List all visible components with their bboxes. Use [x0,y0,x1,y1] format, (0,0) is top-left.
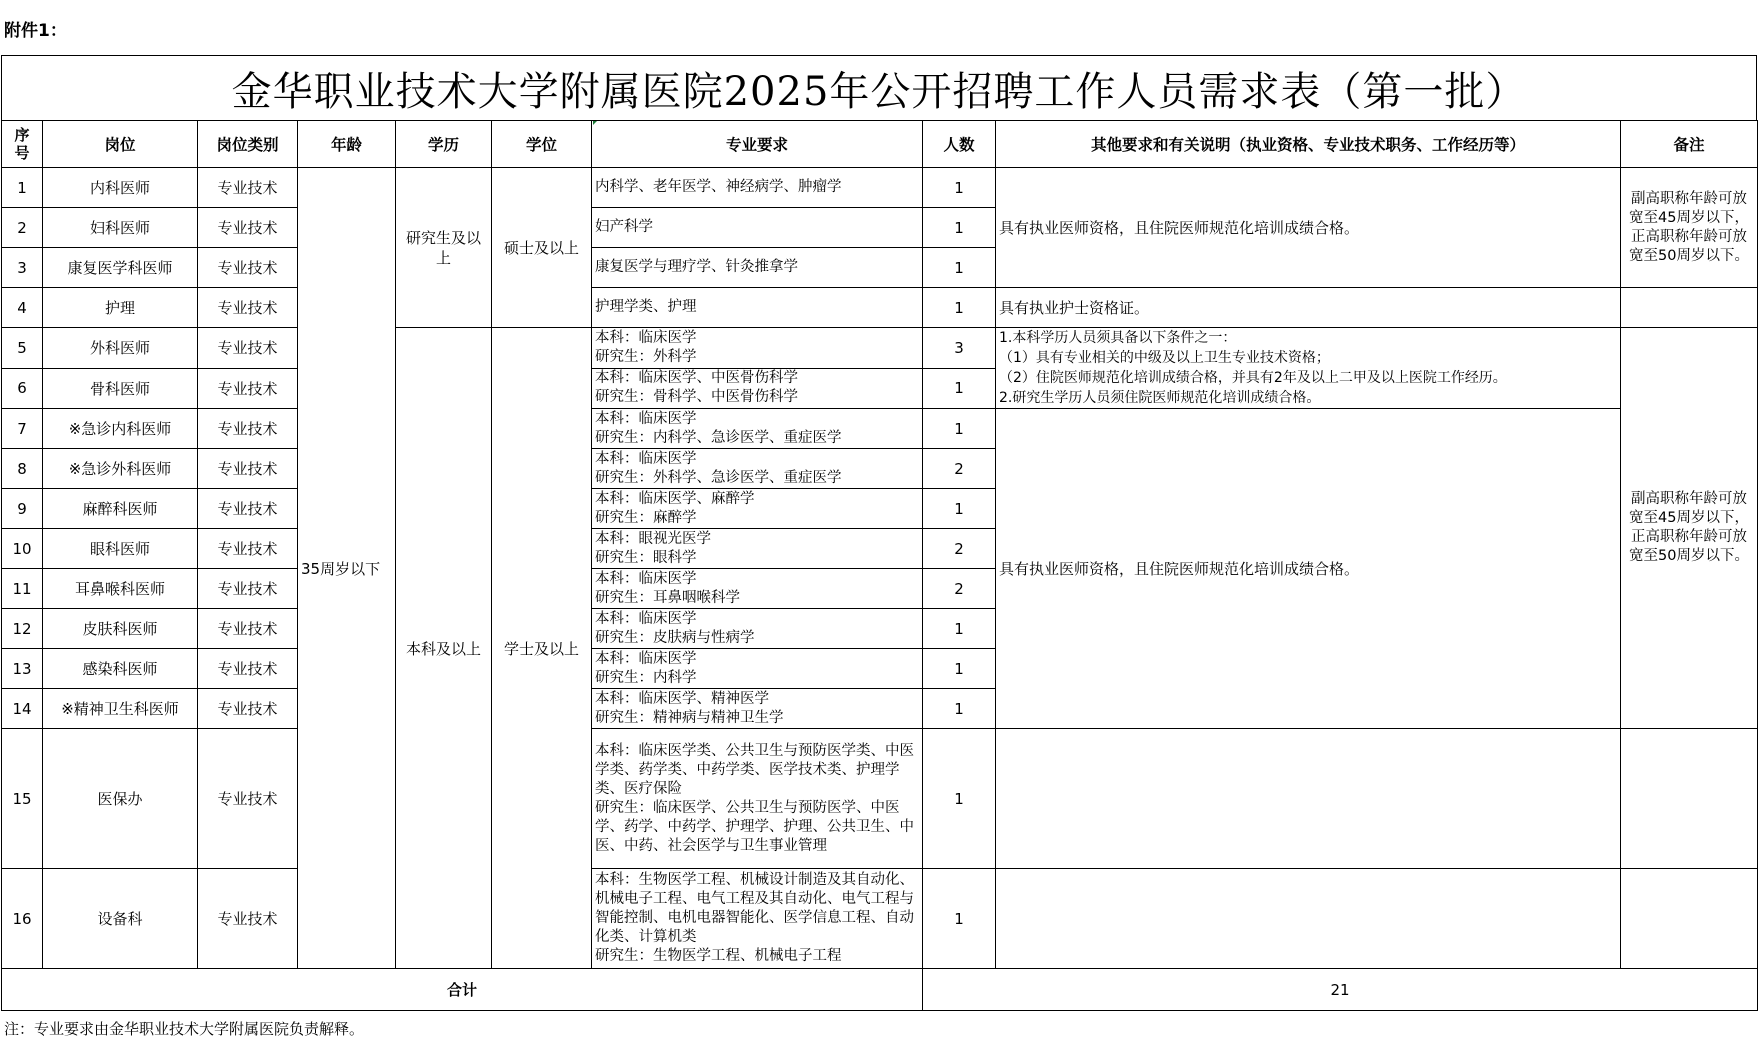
recruitment-table [1,120,1758,1011]
post-category: 专业技术 [198,368,298,409]
row-number: 1 [2,168,43,208]
attachment-label: 附件1： [4,21,67,41]
major-requirement: 本科：临床医学类、公共卫生与预防医学类、中医学类、药学类、中药学类、医学技术类、护理学类、医疗保险 研究生：临床医学、公共卫生与预防医学、中医学、药学、中药学、护理学、护理、公共卫生、中医、中药、社会医学与卫生事业管理 [592,729,923,869]
table-row [2,409,1758,449]
table-row [2,168,1758,208]
row-number: 14 [2,689,43,729]
major-requirement: 本科：眼视光医学 研究生：眼科学 [592,529,923,569]
post-category: 专业技术 [198,869,298,969]
row-number: 5 [2,328,43,369]
degree-master: 硕士及以上 [492,168,592,328]
row-number: 13 [2,649,43,689]
post-name: ※精神卫生科医师 [43,689,198,729]
post-name: 设备科 [43,869,198,969]
row-number: 3 [2,248,43,288]
major-requirement: 本科：临床医学、精神医学 研究生：精神病与精神卫生学 [592,689,923,729]
row-number: 4 [2,288,43,328]
post-category: 专业技术 [198,328,298,369]
education-graduate: 研究生及以上 [396,168,492,328]
head-count: 1 [923,208,996,248]
header-degree: 学位 [492,121,592,168]
total-row [2,969,1758,1011]
head-count: 1 [923,368,996,409]
head-count: 1 [923,609,996,649]
post-name: 护理 [43,288,198,328]
post-name: 皮肤科医师 [43,609,198,649]
table-row [2,729,1758,869]
head-count: 1 [923,689,996,729]
row-number: 10 [2,529,43,569]
head-count: 1 [923,409,996,449]
major-requirement: 妇产科学 [592,208,923,248]
header-count: 人数 [923,121,996,168]
head-count: 2 [923,569,996,609]
age-limit: 35周岁以下 [298,168,396,969]
major-requirement: 内科学、老年医学、神经病学、肿瘤学 [592,168,923,208]
other-req-nurse: 具有执业护士资格证。 [996,288,1621,328]
post-category: 专业技术 [198,689,298,729]
major-requirement: 本科：临床医学 研究生：内科学 [592,649,923,689]
post-name: 内科医师 [43,168,198,208]
major-requirement: 本科：生物医学工程、机械设计制造及其自动化、机械电子工程、电气工程及其自动化、电气工程与智能控制、电机电器智能化、医学信息工程、自动化类、计算机类 研究生：生物医学工程、机械电子工程 [592,869,923,969]
post-name: 外科医师 [43,328,198,369]
head-count: 3 [923,328,996,369]
row-number: 16 [2,869,43,969]
major-requirement: 本科：临床医学、中医骨伤科学 研究生：骨科学、中医骨伤科学 [592,368,923,409]
row-number: 12 [2,609,43,649]
major-requirement: 本科：临床医学 研究生：内科学、急诊医学、重症医学 [592,409,923,449]
post-category: 专业技术 [198,569,298,609]
post-name: 妇科医师 [43,208,198,248]
header-no: 序号 [2,121,43,168]
major-requirement: 康复医学与理疗学、针灸推拿学 [592,248,923,288]
total-value: 21 [923,969,1758,1011]
post-name: ※急诊外科医师 [43,449,198,489]
post-category: 专业技术 [198,168,298,208]
post-category: 专业技术 [198,529,298,569]
post-name: 骨科医师 [43,368,198,409]
header-other-requirements: 其他要求和有关说明（执业资格、专业技术职务、工作经历等） [996,121,1621,168]
post-category: 专业技术 [198,208,298,248]
head-count: 1 [923,649,996,689]
post-name: 耳鼻喉科医师 [43,569,198,609]
row-number: 15 [2,729,43,869]
post-category: 专业技术 [198,409,298,449]
row-number: 9 [2,489,43,529]
head-count: 1 [923,248,996,288]
row-number: 11 [2,569,43,609]
post-name: ※急诊内科医师 [43,409,198,449]
post-name: 医保办 [43,729,198,869]
post-category: 专业技术 [198,489,298,529]
head-count: 2 [923,529,996,569]
header-remark: 备注 [1621,121,1758,168]
header-major: 专业要求 [592,121,923,168]
major-requirement: 本科：临床医学 研究生：外科学 [592,328,923,369]
row-number: 8 [2,449,43,489]
header-post: 岗位 [43,121,198,168]
header-row [2,121,1758,168]
table-row [2,288,1758,328]
post-name: 感染科医师 [43,649,198,689]
post-category: 专业技术 [198,248,298,288]
post-name: 眼科医师 [43,529,198,569]
major-requirement: 本科：临床医学 研究生：耳鼻咽喉科学 [592,569,923,609]
table-row [2,869,1758,969]
other-req-conditions: 1.本科学历人员须具备以下条件之一： （1）具有专业相关的中级及以上卫生专业技术资格； （2）住院医师规范化培训成绩合格，并具有2年及以上二甲及以上医院工作经历。 2.研究生学历人员须住院医师规范化培训成绩合格。 [996,328,1621,409]
head-count: 1 [923,489,996,529]
remark-age-relax-2: 副高职称年龄可放宽至45周岁以下，正高职称年龄可放宽至50周岁以下。 [1621,328,1758,729]
other-req-empty [996,869,1621,969]
page-title: 金华职业技术大学附属医院2025年公开招聘工作人员需求表（第一批） [231,69,1527,115]
post-category: 专业技术 [198,449,298,489]
head-count: 2 [923,449,996,489]
header-age: 年龄 [298,121,396,168]
major-requirement: 本科：临床医学 研究生：皮肤病与性病学 [592,609,923,649]
post-name: 麻醉科医师 [43,489,198,529]
head-count: 1 [923,869,996,969]
post-category: 专业技术 [198,288,298,328]
remark-age-relax: 副高职称年龄可放宽至45周岁以下，正高职称年龄可放宽至50周岁以下。 [1621,168,1758,288]
remark-empty [1621,729,1758,869]
footer-note: 注：专业要求由金华职业技术大学附属医院负责解释。 [4,1020,365,1038]
head-count: 1 [923,168,996,208]
post-category: 专业技术 [198,649,298,689]
row-number: 6 [2,368,43,409]
table-row [2,328,1758,369]
major-requirement: 本科：临床医学、麻醉学 研究生：麻醉学 [592,489,923,529]
title-cell [1,55,1757,121]
other-req-doctor-2: 具有执业医师资格，且住院医师规范化培训成绩合格。 [996,409,1621,729]
major-requirement: 护理学类、护理 [592,288,923,328]
degree-bachelor: 学士及以上 [492,328,592,969]
row-number: 7 [2,409,43,449]
header-education: 学历 [396,121,492,168]
remark-empty [1621,869,1758,969]
post-name: 康复医学科医师 [43,248,198,288]
major-requirement: 本科：临床医学 研究生：外科学、急诊医学、重症医学 [592,449,923,489]
post-category: 专业技术 [198,609,298,649]
total-label: 合计 [2,969,923,1011]
post-category: 专业技术 [198,729,298,869]
head-count: 1 [923,288,996,328]
remark-empty [1621,288,1758,328]
row-number: 2 [2,208,43,248]
header-category: 岗位类别 [198,121,298,168]
other-req-empty [996,729,1621,869]
other-req-doctor: 具有执业医师资格，且住院医师规范化培训成绩合格。 [996,168,1621,288]
head-count: 1 [923,729,996,869]
education-bachelor: 本科及以上 [396,328,492,969]
